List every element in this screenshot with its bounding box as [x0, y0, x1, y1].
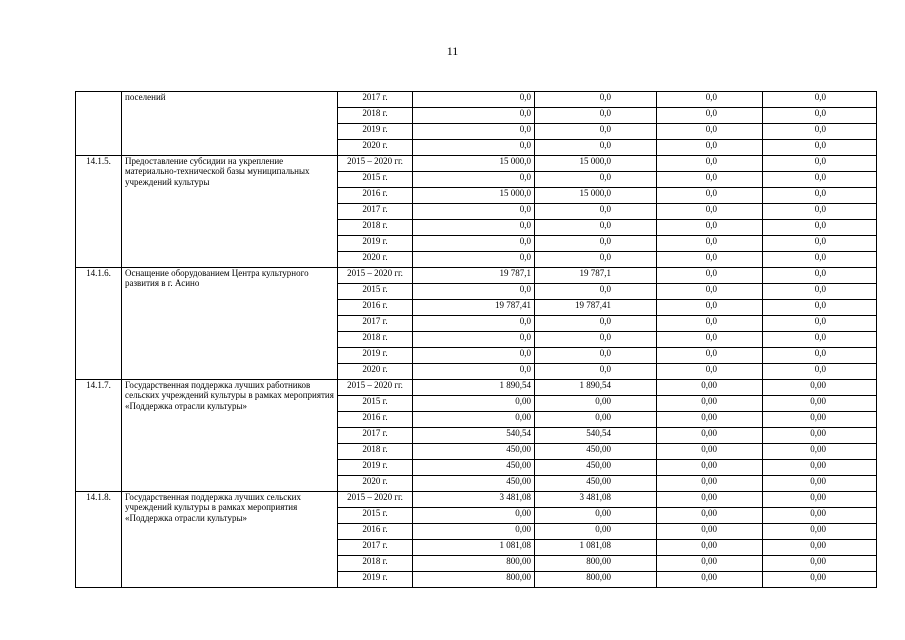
period-cell: 2019 г. — [338, 124, 413, 140]
budget-cell: 0,00 — [657, 556, 763, 572]
budget-cell: 0,00 — [657, 396, 763, 412]
budget-cell: 0,00 — [535, 412, 657, 428]
budget-cell: 0,0 — [763, 188, 877, 204]
total-cell: 15 000,0 — [413, 156, 535, 172]
budget-cell: 0,00 — [657, 476, 763, 492]
total-cell: 0,0 — [413, 92, 535, 108]
period-cell: 2015 – 2020 гг. — [338, 268, 413, 284]
total-cell: 540,54 — [413, 428, 535, 444]
budget-cell: 0,0 — [763, 108, 877, 124]
period-cell: 2018 г. — [338, 108, 413, 124]
total-cell: 0,0 — [413, 172, 535, 188]
period-cell: 2018 г. — [338, 556, 413, 572]
period-cell: 2018 г. — [338, 332, 413, 348]
budget-cell: 0,0 — [763, 92, 877, 108]
budget-cell: 0,00 — [535, 396, 657, 412]
budget-cell: 0,0 — [535, 364, 657, 380]
budget-cell: 0,0 — [535, 172, 657, 188]
budget-cell: 0,0 — [535, 140, 657, 156]
budget-cell: 0,00 — [763, 540, 877, 556]
budget-cell: 0,0 — [657, 204, 763, 220]
total-cell: 0,0 — [413, 284, 535, 300]
budget-cell: 0,0 — [763, 124, 877, 140]
total-cell: 0,00 — [413, 508, 535, 524]
total-cell: 19 787,1 — [413, 268, 535, 284]
period-cell: 2015 г. — [338, 172, 413, 188]
budget-table — [75, 91, 877, 588]
budget-cell: 0,0 — [763, 332, 877, 348]
period-cell: 2016 г. — [338, 412, 413, 428]
budget-cell: 0,0 — [657, 348, 763, 364]
budget-cell: 0,0 — [763, 204, 877, 220]
item-name: Оснащение оборудованием Центра культурного развития в г. Асино — [122, 268, 338, 380]
budget-cell: 0,0 — [763, 172, 877, 188]
budget-cell: 0,0 — [535, 124, 657, 140]
budget-cell: 0,00 — [763, 396, 877, 412]
period-cell: 2016 г. — [338, 188, 413, 204]
total-cell: 0,00 — [413, 524, 535, 540]
budget-cell: 0,0 — [763, 300, 877, 316]
budget-cell: 1 081,08 — [535, 540, 657, 556]
item-name: поселений — [122, 92, 338, 156]
budget-cell: 0,00 — [763, 460, 877, 476]
period-cell: 2020 г. — [338, 252, 413, 268]
budget-cell: 19 787,1 — [535, 268, 657, 284]
period-cell: 2020 г. — [338, 364, 413, 380]
total-cell: 450,00 — [413, 476, 535, 492]
budget-cell: 800,00 — [535, 556, 657, 572]
budget-cell: 0,00 — [657, 540, 763, 556]
budget-cell: 0,0 — [763, 284, 877, 300]
budget-cell: 0,0 — [657, 252, 763, 268]
total-cell: 0,0 — [413, 124, 535, 140]
total-cell: 0,00 — [413, 412, 535, 428]
budget-cell: 0,00 — [657, 508, 763, 524]
total-cell: 450,00 — [413, 444, 535, 460]
period-cell: 2016 г. — [338, 524, 413, 540]
budget-cell: 0,0 — [657, 316, 763, 332]
budget-cell: 0,0 — [657, 92, 763, 108]
budget-cell: 450,00 — [535, 460, 657, 476]
item-code: 14.1.8. — [76, 492, 122, 588]
budget-cell: 0,0 — [763, 348, 877, 364]
period-cell: 2015 г. — [338, 508, 413, 524]
budget-cell: 0,00 — [763, 444, 877, 460]
budget-cell: 0,0 — [763, 156, 877, 172]
budget-cell: 0,00 — [657, 524, 763, 540]
budget-cell: 0,0 — [535, 252, 657, 268]
budget-cell: 0,0 — [657, 108, 763, 124]
budget-cell: 0,00 — [657, 428, 763, 444]
budget-cell: 0,0 — [763, 316, 877, 332]
budget-cell: 0,0 — [535, 204, 657, 220]
page-number: 11 — [446, 44, 459, 58]
total-cell: 15 000,0 — [413, 188, 535, 204]
budget-cell: 0,0 — [763, 220, 877, 236]
budget-cell: 0,00 — [763, 508, 877, 524]
budget-cell: 15 000,0 — [535, 188, 657, 204]
period-cell: 2019 г. — [338, 460, 413, 476]
total-cell: 0,0 — [413, 140, 535, 156]
period-cell: 2015 – 2020 гг. — [338, 380, 413, 396]
item-code: 14.1.5. — [76, 156, 122, 268]
budget-cell: 0,00 — [657, 492, 763, 508]
total-cell: 0,0 — [413, 332, 535, 348]
item-code — [76, 92, 122, 156]
budget-cell: 0,0 — [763, 268, 877, 284]
budget-cell: 0,00 — [657, 380, 763, 396]
table-row — [76, 92, 877, 108]
table-body — [76, 92, 877, 588]
budget-cell: 0,0 — [657, 220, 763, 236]
budget-cell: 0,0 — [763, 252, 877, 268]
table-row — [76, 268, 877, 284]
period-cell: 2016 г. — [338, 300, 413, 316]
budget-cell: 0,00 — [657, 412, 763, 428]
period-cell: 2017 г. — [338, 204, 413, 220]
budget-cell: 0,0 — [763, 364, 877, 380]
budget-cell: 0,00 — [657, 572, 763, 588]
table-row — [76, 156, 877, 172]
period-cell: 2017 г. — [338, 428, 413, 444]
budget-cell: 0,0 — [535, 236, 657, 252]
total-cell: 19 787,41 — [413, 300, 535, 316]
budget-cell: 0,0 — [535, 220, 657, 236]
period-cell: 2020 г. — [338, 140, 413, 156]
table-row — [76, 492, 877, 508]
budget-cell: 19 787,41 — [535, 300, 657, 316]
period-cell: 2015 – 2020 гг. — [338, 492, 413, 508]
total-cell: 0,0 — [413, 220, 535, 236]
period-cell: 2015 г. — [338, 396, 413, 412]
item-code: 14.1.7. — [76, 380, 122, 492]
total-cell: 1 890,54 — [413, 380, 535, 396]
budget-cell: 0,00 — [657, 460, 763, 476]
budget-cell: 0,0 — [657, 284, 763, 300]
budget-cell: 0,00 — [535, 508, 657, 524]
period-cell: 2017 г. — [338, 540, 413, 556]
budget-cell: 1 890,54 — [535, 380, 657, 396]
budget-cell: 0,00 — [763, 524, 877, 540]
budget-cell: 0,0 — [657, 188, 763, 204]
budget-cell: 0,0 — [535, 348, 657, 364]
budget-cell: 0,0 — [657, 140, 763, 156]
budget-cell: 0,0 — [657, 364, 763, 380]
budget-cell: 0,00 — [763, 380, 877, 396]
budget-cell: 0,00 — [763, 412, 877, 428]
budget-cell: 0,0 — [657, 300, 763, 316]
budget-cell: 0,00 — [763, 476, 877, 492]
period-cell: 2015 – 2020 гг. — [338, 156, 413, 172]
total-cell: 1 081,08 — [413, 540, 535, 556]
period-cell: 2019 г. — [338, 236, 413, 252]
budget-cell: 15 000,0 — [535, 156, 657, 172]
budget-cell: 3 481,08 — [535, 492, 657, 508]
budget-cell: 0,00 — [763, 556, 877, 572]
budget-cell: 450,00 — [535, 476, 657, 492]
budget-cell: 800,00 — [535, 572, 657, 588]
total-cell: 800,00 — [413, 556, 535, 572]
budget-cell: 0,00 — [763, 572, 877, 588]
total-cell: 0,0 — [413, 348, 535, 364]
total-cell: 0,0 — [413, 108, 535, 124]
budget-cell: 0,0 — [763, 236, 877, 252]
period-cell: 2015 г. — [338, 284, 413, 300]
budget-cell: 0,0 — [535, 108, 657, 124]
total-cell: 0,0 — [413, 236, 535, 252]
period-cell: 2019 г. — [338, 348, 413, 364]
budget-cell: 0,0 — [535, 92, 657, 108]
budget-cell: 0,0 — [763, 140, 877, 156]
total-cell: 0,0 — [413, 204, 535, 220]
budget-cell: 0,00 — [763, 492, 877, 508]
budget-cell: 0,0 — [657, 268, 763, 284]
budget-cell: 0,0 — [535, 316, 657, 332]
budget-cell: 450,00 — [535, 444, 657, 460]
budget-cell: 0,00 — [763, 428, 877, 444]
period-cell: 2018 г. — [338, 444, 413, 460]
total-cell: 0,00 — [413, 396, 535, 412]
item-code: 14.1.6. — [76, 268, 122, 380]
budget-cell: 0,0 — [657, 124, 763, 140]
item-name: Государственная поддержка лучших сельских учреждений культуры в рамках мероприятия «Поддержка отрасли культуры» — [122, 492, 338, 588]
total-cell: 3 481,08 — [413, 492, 535, 508]
total-cell: 450,00 — [413, 460, 535, 476]
period-cell: 2018 г. — [338, 220, 413, 236]
period-cell: 2017 г. — [338, 316, 413, 332]
budget-cell: 0,0 — [657, 236, 763, 252]
period-cell: 2019 г. — [338, 572, 413, 588]
total-cell: 0,0 — [413, 364, 535, 380]
total-cell: 0,0 — [413, 252, 535, 268]
period-cell: 2020 г. — [338, 476, 413, 492]
table-row — [76, 380, 877, 396]
budget-cell: 0,0 — [657, 172, 763, 188]
budget-cell: 0,0 — [657, 156, 763, 172]
budget-cell: 540,54 — [535, 428, 657, 444]
budget-cell: 0,00 — [535, 524, 657, 540]
budget-cell: 0,0 — [535, 284, 657, 300]
total-cell: 0,0 — [413, 316, 535, 332]
period-cell: 2017 г. — [338, 92, 413, 108]
item-name: Государственная поддержка лучших работников сельских учреждений культуры в рамках мероприятия «Поддержка отрасли культуры» — [122, 380, 338, 492]
item-name: Предоставление субсидии на укрепление материально-технической базы муниципальных учреждений культуры — [122, 156, 338, 268]
budget-cell: 0,00 — [657, 444, 763, 460]
budget-cell: 0,0 — [657, 332, 763, 348]
total-cell: 800,00 — [413, 572, 535, 588]
budget-cell: 0,0 — [535, 332, 657, 348]
